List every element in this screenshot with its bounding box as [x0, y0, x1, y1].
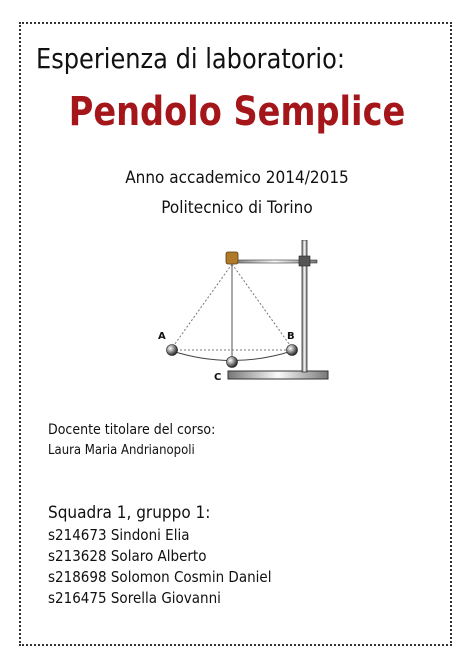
- team-member: s214673 Sindoni Elia: [48, 526, 190, 544]
- stand-clamp: [299, 256, 310, 266]
- instructor-label: Docente titolare del corso:: [48, 422, 216, 438]
- instructor-name: Laura Maria Andrianopoli: [48, 443, 195, 458]
- team-heading: Squadra 1, gruppo 1:: [48, 503, 211, 523]
- ball-c: [227, 357, 238, 368]
- ball-b: [287, 345, 298, 356]
- label-c: C: [214, 372, 222, 383]
- team-member: s213628 Solaro Alberto: [48, 547, 207, 565]
- team-member: s218698 Solomon Cosmin Daniel: [48, 568, 272, 586]
- pivot-block: [226, 252, 238, 264]
- document-title: Pendolo Semplice: [68, 89, 406, 135]
- stand-base: [228, 371, 328, 379]
- experiment-header: Esperienza di laboratorio:: [36, 42, 345, 75]
- string-b: [232, 264, 292, 348]
- label-b: B: [287, 331, 295, 342]
- academic-year: Anno accademico 2014/2015: [125, 168, 349, 188]
- university-name: Politecnico di Torino: [161, 198, 313, 218]
- label-a: A: [158, 331, 166, 342]
- pendulum-illustration: [150, 240, 340, 390]
- team-member: s216475 Sorella Giovanni: [48, 589, 221, 607]
- ball-a: [167, 345, 178, 356]
- string-a: [172, 264, 232, 348]
